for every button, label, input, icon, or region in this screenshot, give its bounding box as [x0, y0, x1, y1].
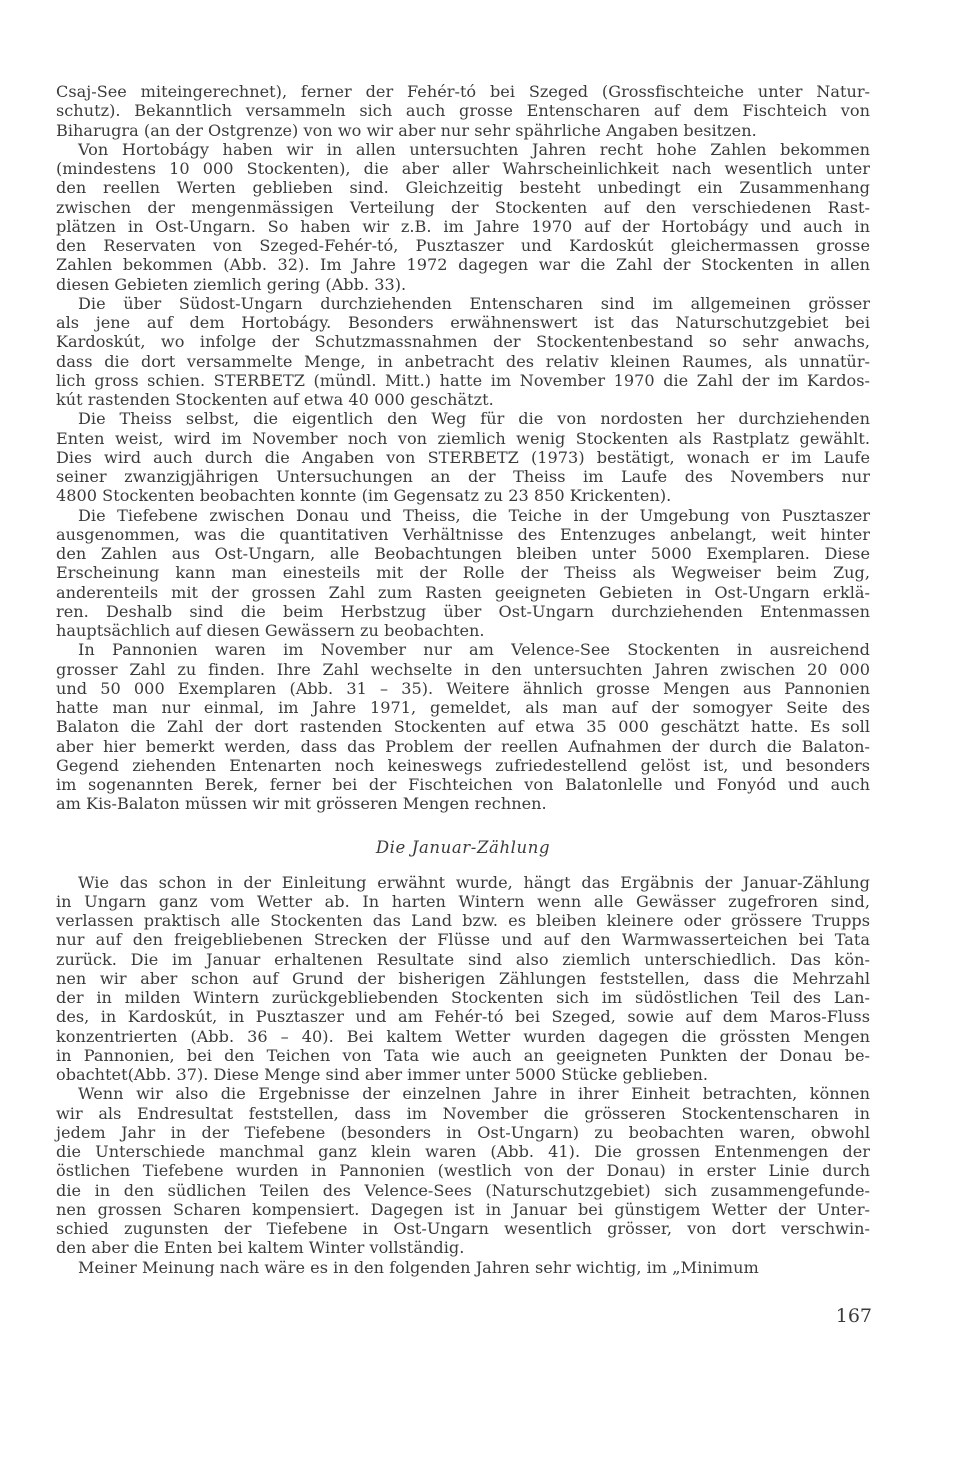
text-line: Biharugra (an der Ostgrenze) von wo wir aber nur sehr spährliche Angaben besitzen.: [56, 120, 757, 140]
text-line: hatte man nur einmal, im Jahre 1971, gemeldet, als man auf der somogyer Seite des: [56, 698, 870, 717]
text-line: die Unterschiede manchmal ganz klein waren (Abb. 41). Die grossen Entenmengen der: [56, 1142, 870, 1161]
text-line: jedem Jahr in der Tiefebene (besonders in Ost-Ungarn) zu beobachten waren, obwohl: [56, 1122, 870, 1142]
text-line: aber hier bemerkt werden, dass das Problem der reellen Aufnahmen der durch die Balaton-: [56, 736, 870, 756]
text-line: zurück. Die im Januar erhaltenen Resultate sind also ziemlich unterschiedlich. Das kön-: [56, 949, 870, 969]
text-line: grosser Zahl zu finden. Ihre Zahl wechselte in den untersuchten Jahren zwischen 20 000: [56, 659, 870, 679]
text-line: wir als Endresultat feststellen, dass im November die grösseren Stockentenscharen in: [56, 1103, 870, 1123]
text-line: obachtet(Abb. 37). Diese Menge sind aber immer unter 5000 Stücke geblieben.: [56, 1065, 708, 1084]
text-line: plätzen in Ost-Ungarn. So haben wir z.B. im Jahre 1970 auf der Hortobágy und auch in: [56, 216, 870, 236]
text-line: Csaj-See miteingerechnet), ferner der Fehér-tó bei Szeged (Grossfischteiche unter Natur-: [56, 82, 870, 101]
text-line: kút rastenden Stockenten auf etwa 40 000 geschätzt.: [56, 390, 494, 409]
text-line: und 50 000 Exemplaren (Abb. 31 – 35). Weitere ähnlich grosse Mengen aus Pannonien: [56, 678, 870, 698]
text-line: dass die dort versammelte Menge, in anbetracht des relativ kleinen Raumes, als unnatür-: [56, 351, 870, 371]
text-line: den reellen Werten geblieben sind. Gleichzeitig besteht unbedingt ein Zusammenhang: [56, 178, 870, 198]
text-line: 4800 Stockenten beobachten konnte (im Gegensatz zu 23 850 Krickenten).: [56, 486, 672, 506]
paragraph: [56, 1258, 870, 1277]
text-line: Kardoskút, wo infolge der Schutzmassnahmen der Stockentenbestand so sehr anwachs,: [56, 332, 870, 352]
text-line: Wie das schon in der Einleitung erwähnt wurde, hängt das Ergäbnis der Januar-Zählung: [78, 872, 870, 892]
paragraph: [56, 506, 870, 641]
text-line: Die Tiefebene zwischen Donau und Theiss, die Teiche in der Umgebung von Pusztaszer: [78, 505, 870, 525]
text-line: nen wir aber schon auf Grund der bisherigen Zählungen feststellen, dass die Mehrzahl: [56, 968, 870, 988]
text-line: im sogenannten Berek, ferner bei der Fischteichen von Balatonlelle und Fonyód und auch: [56, 775, 870, 794]
text-line: Enten weist, wird im November noch von ziemlich wenig Stockenten als Rastplatz gewählt.: [56, 428, 870, 448]
text-line: in Ungarn ganz vom Wetter ab. In harten Wintern wenn alle Gewässer zugefroren sind,: [56, 891, 870, 911]
text-line: In Pannonien waren im November nur am Velence-See Stockenten in ausreichend: [78, 640, 870, 660]
text-line: östlichen Tiefebene wurden in Pannonien (westlich von der Donau) in erster Linie durch: [56, 1161, 870, 1181]
text-line: schutz). Bekanntlich versammeln sich auch grosse Entenscharen auf dem Fischteich von: [56, 101, 870, 121]
body-text-before-heading: [56, 82, 870, 814]
text-line: Die Theiss selbst, die eigentlich den Weg für die von nordosten her durchziehenden: [78, 409, 870, 429]
text-line: nur auf den freigebliebenen Strecken der Flüsse und auf den Warmwasserteichen bei Tata: [56, 930, 870, 950]
text-line: seiner zwanzigjährigen Untersuchungen an der Theiss im Laufe des Novembers nur: [56, 467, 870, 486]
text-line: Von Hortobágy haben wir in allen untersuchten Jahren recht hohe Zahlen bekommen: [78, 139, 870, 159]
paragraph: [56, 82, 870, 140]
text-line: hauptsächlich auf diesen Gewässern zu beobachten.: [56, 621, 485, 640]
text-line: ausgenommen, was die quantitativen Verhältnisse des Entenzuges anbelangt, weit hinter: [56, 524, 870, 544]
text-line: der in milden Wintern zurückgebliebenden Stockenten sich im südöstlichen Teil des Lan-: [56, 988, 870, 1007]
section-heading: Die Januar-Zählung: [375, 837, 551, 857]
text-line: (mindestens 10 000 Stockenten), die aber aller Wahrscheinlichkeit nach wesentlich unter: [56, 159, 870, 178]
body-text-after-heading: [56, 873, 870, 1277]
text-line: konzentrierten (Abb. 36 – 40). Bei kaltem Wetter wurden dagegen die grössten Mengen: [56, 1026, 870, 1046]
text-line: Meiner Meinung nach wäre es in den folgenden Jahren sehr wichtig, im „Minimum: [78, 1257, 759, 1277]
paragraph: [56, 409, 870, 505]
text-line: in Pannonien, bei den Teichen von Tata wie auch an geeigneten Punkten der Donau be-: [56, 1045, 870, 1065]
text-line: die in den südlichen Teilen des Velence-Sees (Naturschutzgebiet) sich zusammengefunde-: [56, 1180, 870, 1200]
text-line: als jene auf dem Hortobágy. Besonders erwähnenswert ist das Naturschutzgebiet bei: [56, 313, 870, 332]
text-line: Balaton die Zahl der dort rastenden Stockenten auf etwa 35 000 geschätzt hatte. Es soll: [56, 717, 870, 737]
paragraph: [56, 640, 870, 813]
text-line: Dies wird auch durch die Angaben von STERBETZ (1973) bestätigt, wonach er im Laufe: [56, 447, 870, 467]
paragraph: [56, 140, 870, 294]
text-line: des, in Kardoskút, in Pusztaszer und am Fehér-tó bei Szeged, sowie auf dem Maros-Fluss: [56, 1007, 870, 1027]
text-line: den Zahlen aus Ost-Ungarn, alle Beobachtungen bleiben unter 5000 Exemplaren. Diese: [56, 544, 870, 563]
text-line: Erscheinung kann man einesteils mit der Rolle der Theiss als Wegweiser beim Zug,: [56, 563, 870, 583]
page-body: [56, 82, 870, 1277]
text-line: lich gross schien. STERBETZ (mündl. Mitt.) hatte im November 1970 die Zahl der im Kardos-: [56, 370, 870, 390]
text-line: nen grossen Scharen kompensiert. Dagegen ist in Januar bei günstigem Wetter der Unter-: [56, 1199, 870, 1219]
text-line: Wenn wir also die Ergebnisse der einzelnen Jahre in ihrer Einheit betrachten, können: [78, 1084, 870, 1104]
text-line: den Reservaten von Szeged-Fehér-tó, Pusztaszer und Kardoskút gleichermassen grosse: [56, 236, 870, 255]
text-line: den aber die Enten bei kaltem Winter vollständig.: [56, 1238, 465, 1258]
text-line: Zahlen bekommen (Abb. 32). Im Jahre 1972 dagegen war die Zahl der Stockenten in allen: [56, 255, 870, 275]
text-line: Die über Südost-Ungarn durchziehenden Entenscharen sind im allgemeinen grösser: [78, 293, 870, 313]
page-number: 167: [835, 1305, 872, 1327]
text-line: zwischen der mengenmässigen Verteilung der Stockenten auf den verschiedenen Rast-: [56, 197, 870, 217]
paragraph: [56, 873, 870, 1085]
text-line: anderenteils mit der grossen Zahl zum Rasten geeigneten Gebieten in Ost-Ungarn erklä-: [56, 582, 870, 602]
text-line: Gegend ziehenden Entenarten noch keineswegs zufriedestellend gelöst ist, und besonders: [56, 755, 870, 775]
text-line: diesen Gebieten ziemlich gering (Abb. 33).: [56, 274, 407, 294]
text-line: verlassen praktisch alle Stockenten das Land bzw. es bleiben kleinere oder grössere Trupps: [56, 911, 870, 930]
text-line: am Kis-Balaton müssen wir mit grösseren Mengen rechnen.: [56, 794, 547, 814]
paragraph: [56, 294, 870, 410]
text-line: ren. Deshalb sind die beim Herbstzug über Ost-Ungarn durchziehenden Entenmassen: [56, 601, 870, 621]
paragraph: [56, 1084, 870, 1257]
text-line: schied zugunsten der Tiefebene in Ost-Ungarn wesentlich grösser, von dort verschwin-: [56, 1219, 870, 1238]
